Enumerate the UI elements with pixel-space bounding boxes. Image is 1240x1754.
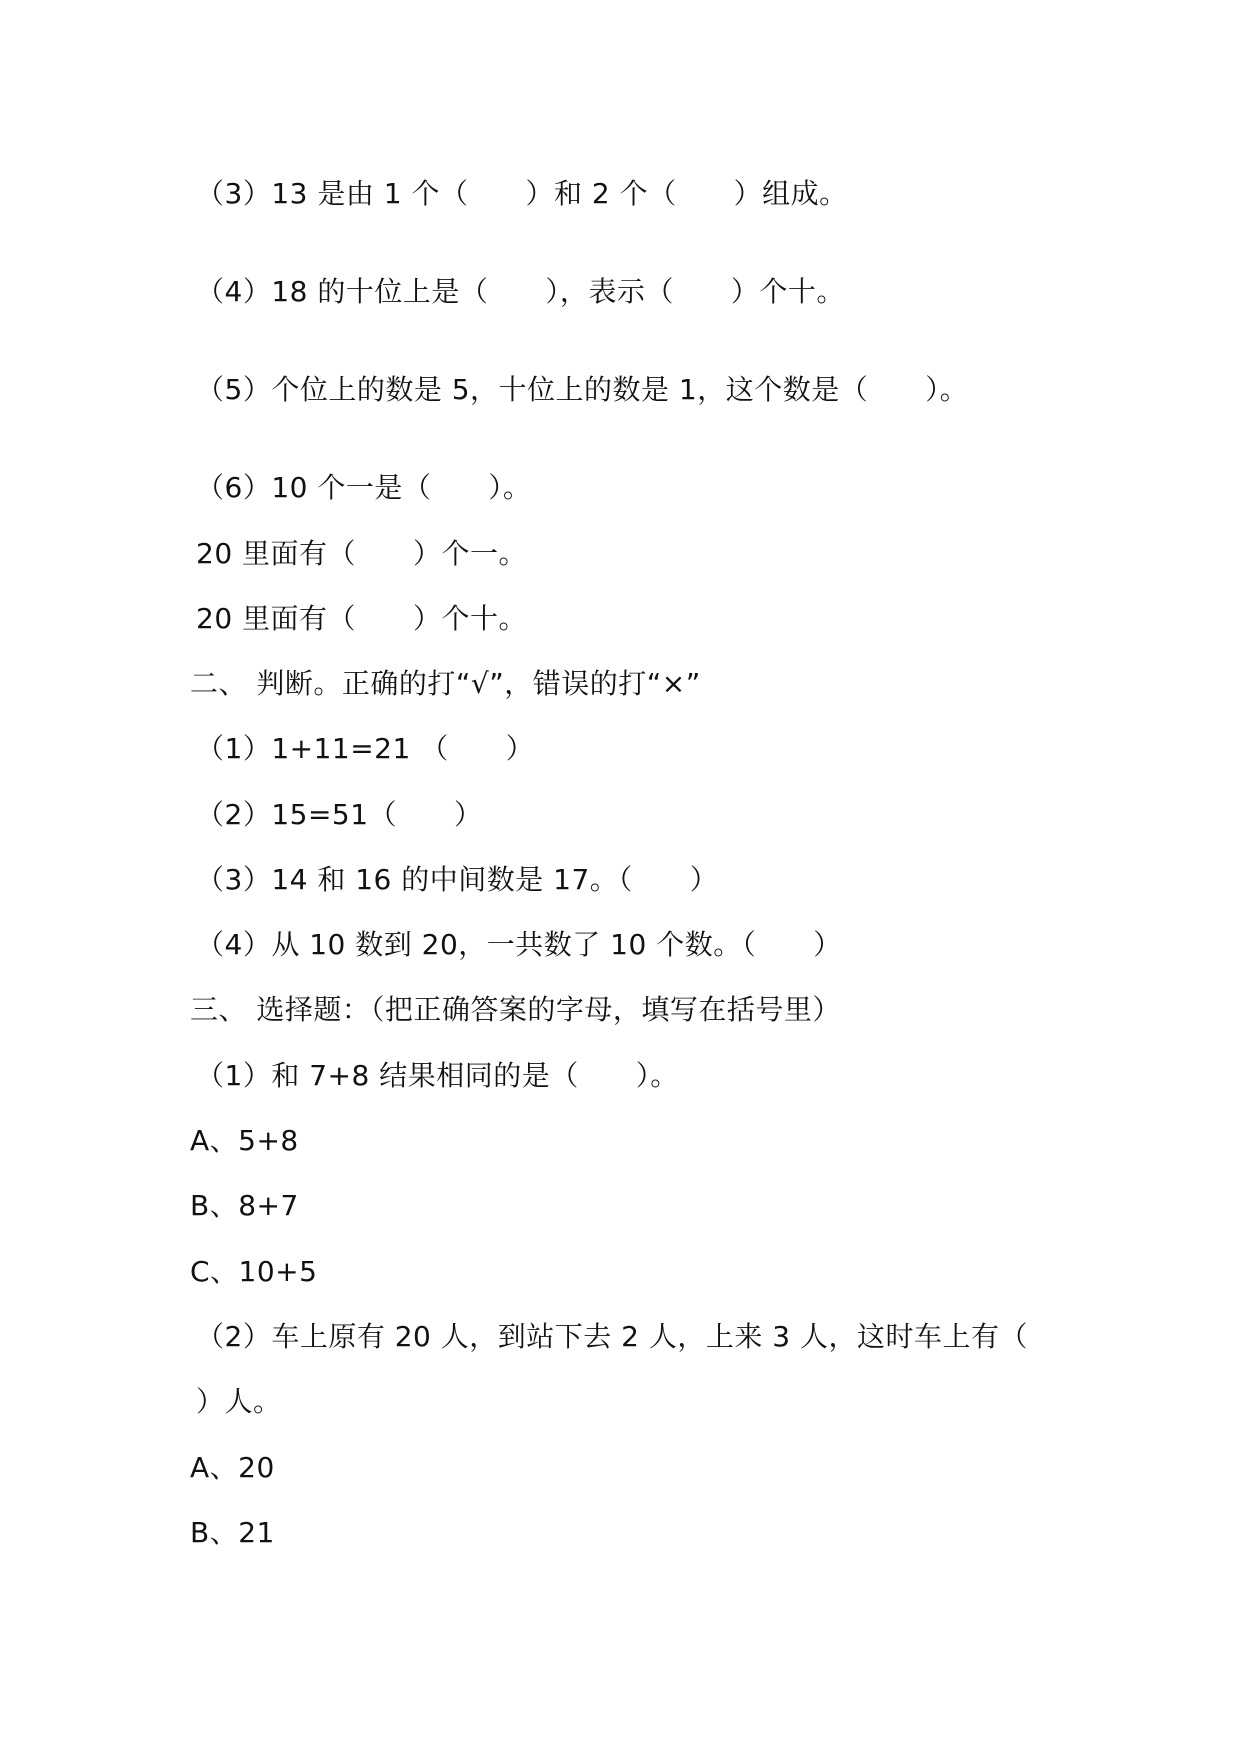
choice-question-1: （1）和 7+8 结果相同的是（ ）。 bbox=[196, 1059, 679, 1092]
fill-in-question-6-part-3: 20 里面有（ ）个十。 bbox=[196, 602, 528, 635]
true-false-question-2: （2）15=51（ ） bbox=[196, 798, 483, 831]
fill-in-question-6-part-2: 20 里面有（ ）个一。 bbox=[196, 537, 528, 570]
choice-2-option-b: B、21 bbox=[190, 1516, 275, 1549]
section-heading-true-false: 二、 判断。正确的打“√”，错误的打“×” bbox=[190, 667, 701, 700]
choice-2-option-a: A、20 bbox=[190, 1451, 275, 1484]
choice-1-option-c: C、10+5 bbox=[190, 1255, 318, 1288]
fill-in-question-5: （5）个位上的数是 5，十位上的数是 1，这个数是（ ）。 bbox=[196, 373, 969, 406]
choice-question-2-continued: ）人。 bbox=[196, 1385, 282, 1418]
true-false-question-3: （3）14 和 16 的中间数是 17。（ ） bbox=[196, 863, 719, 896]
choice-1-option-b: B、8+7 bbox=[190, 1189, 299, 1222]
true-false-question-4: （4）从 10 数到 20，一共数了 10 个数。（ ） bbox=[196, 928, 842, 961]
choice-question-2: （2）车上原有 20 人，到站下去 2 人，上来 3 人，这时车上有（ bbox=[196, 1320, 1028, 1353]
true-false-question-1: （1）1+11=21 （ ） bbox=[196, 732, 535, 765]
choice-1-option-a: A、5+8 bbox=[190, 1124, 299, 1157]
section-heading-multiple-choice: 三、 选择题：（把正确答案的字母，填写在括号里） bbox=[190, 993, 841, 1026]
fill-in-question-3: （3）13 是由 1 个（ ）和 2 个（ ）组成。 bbox=[196, 177, 848, 210]
fill-in-question-4: （4）18 的十位上是（ ），表示（ ）个十。 bbox=[196, 275, 845, 308]
fill-in-question-6: （6）10 个一是（ ）。 bbox=[196, 471, 532, 504]
